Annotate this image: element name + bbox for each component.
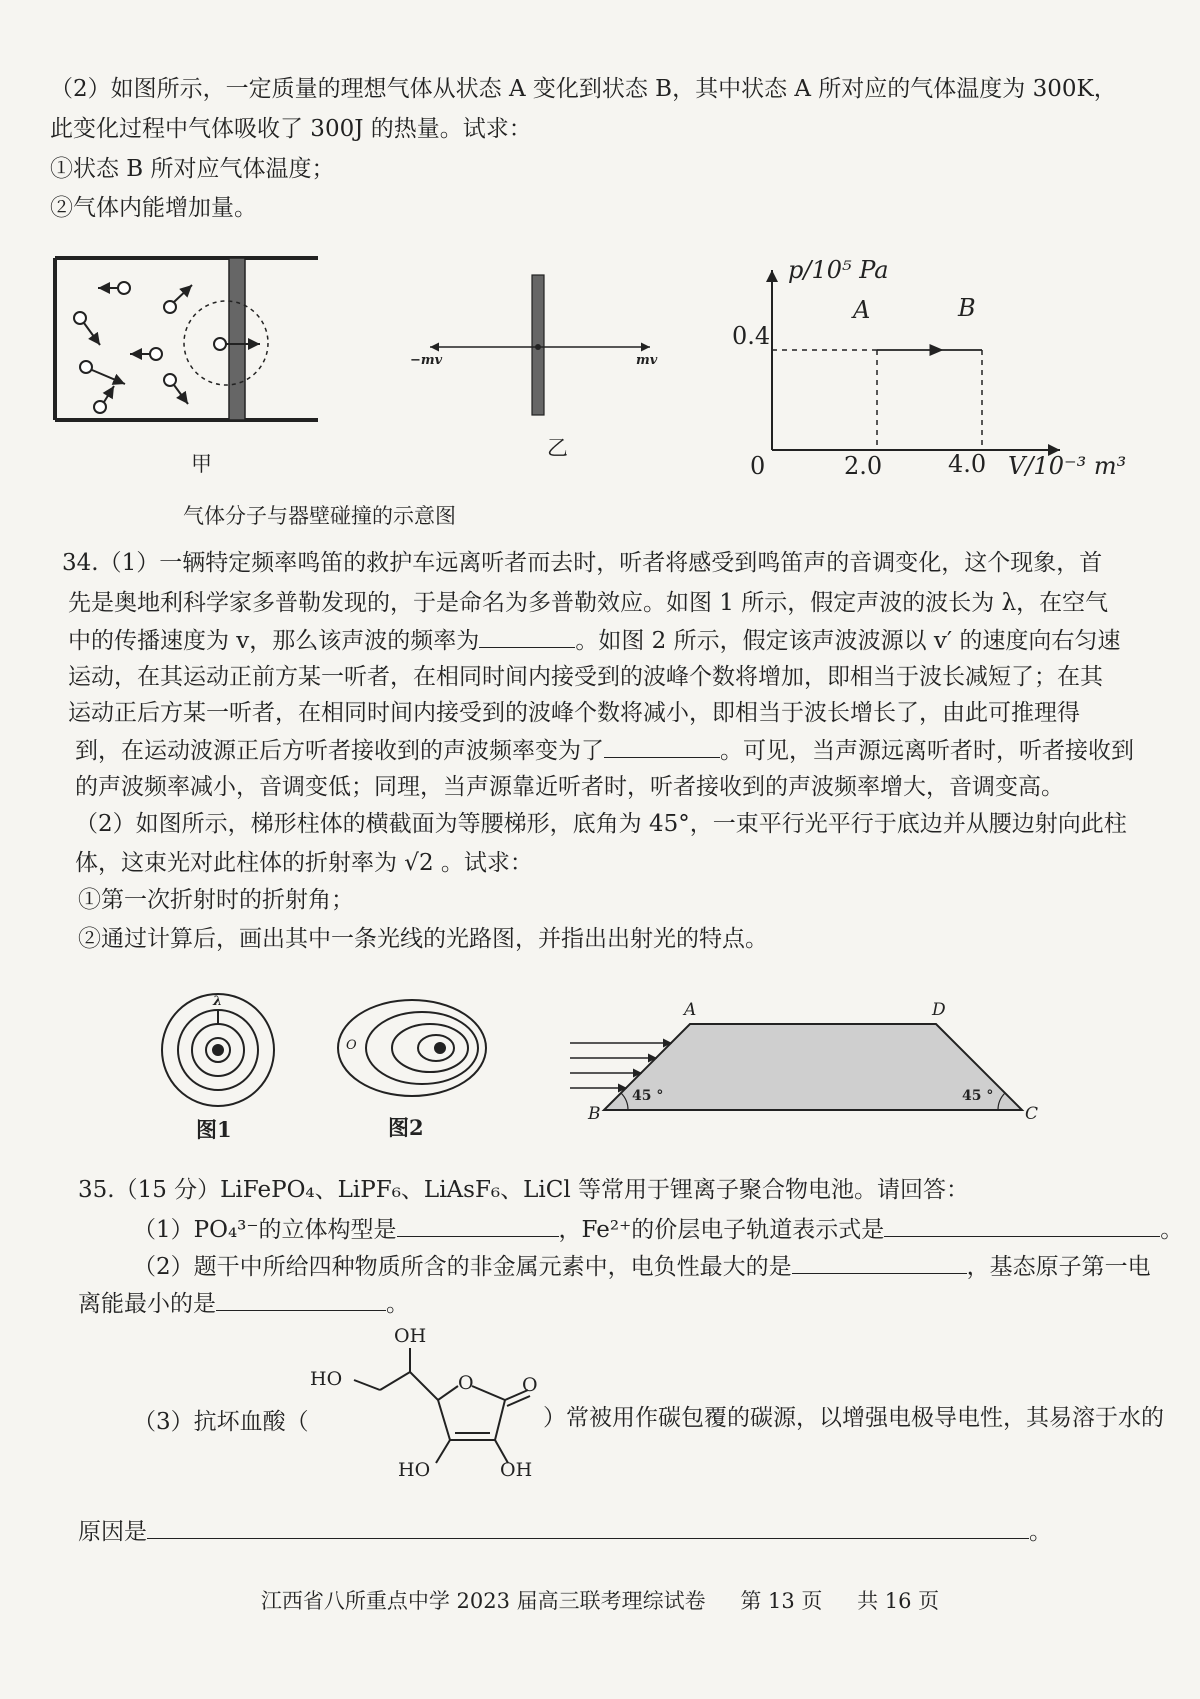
mol-oh-top: OH [394, 1325, 427, 1347]
electronegativity-blank[interactable] [792, 1251, 967, 1274]
q33-intro-line1: （2）如图所示，一定质量的理想气体从状态 A 变化到状态 B，其中状态 A 所对应的气体温度为 300K， [50, 76, 1117, 102]
mol-ho-left: HO [310, 1368, 343, 1390]
pv-graph [772, 270, 1060, 450]
footer-page: 第 13 页 [740, 1589, 823, 1613]
fig2-mark: O [346, 1038, 357, 1053]
q34-item1: ①第一次折射时的折射角； [78, 887, 354, 913]
q35-line4: 离能最小的是 。 [78, 1288, 409, 1319]
fig2-label: 图2 [388, 1115, 424, 1140]
solubility-reason-blank[interactable] [147, 1516, 1029, 1539]
graph-x-tick-2: 2.0 [844, 452, 883, 480]
q34-p1-line3: 中的传播速度为 v，那么该声波的频率为 。如图 2 所示，假定该声波波源以 v′ 的速度向右匀速 [68, 625, 1120, 656]
graph-point-b: B [958, 294, 976, 322]
ascorbic-acid-structure [354, 1348, 530, 1463]
q34-p1-line1: 34.（1）一辆特定频率鸣笛的救护车远离听者而去时，听者将感受到鸣笛声的音调变化，这个现象，首 [62, 550, 1103, 576]
q33-item2: ②气体内能增加量。 [50, 195, 257, 221]
frequency-blank[interactable] [479, 625, 575, 648]
piston [229, 258, 245, 420]
doppler-fig2 [338, 1000, 486, 1096]
graph-y-tick: 0.4 [732, 322, 771, 350]
trap-vertex-a: A [684, 1000, 697, 1020]
q35-line6: 原因是 。 [78, 1516, 1052, 1547]
fig-yi-label: 乙 [547, 436, 568, 460]
q35-line5a: （3）抗坏血酸（ [133, 1409, 309, 1435]
graph-x-label: V/10⁻³ m³ [1008, 452, 1127, 480]
po4-geometry-blank[interactable] [397, 1214, 559, 1237]
q35-line1: 35.（15 分）LiFePO₄、LiPF₆、LiAsF₆、LiCl 等常用于锂离子聚合物电池。请回答： [78, 1177, 970, 1203]
fig-jia-label: 甲 [191, 452, 212, 476]
trap-vertex-d: D [932, 1000, 946, 1020]
q34-p1-line6: 到，在运动波源正后方听者接收到的声波频率变为了 。可见，当声源远离听者时，听者接收到 [75, 735, 1134, 766]
mol-o-ring: O [458, 1372, 474, 1394]
q34-p2-line2: 体，这束光对此柱体的折射率为 √2 。试求： [75, 850, 533, 876]
process-direction-arrow [930, 344, 944, 356]
mol-oh-bottom: OH [500, 1459, 533, 1481]
fig1-wavelength-mark: λ [213, 994, 223, 1009]
q34-p1-line4: 运动，在其运动正前方某一听者，在相同时间内接受到的波峰个数将增加，即相当于波长减短了；在其 [68, 664, 1103, 690]
plus-mv-label: mv [636, 353, 658, 368]
fig-caption: 气体分子与器壁碰撞的示意图 [183, 504, 456, 528]
q33-item1: ①状态 B 所对应气体温度； [50, 156, 335, 182]
footer-title: 江西省八所重点中学 2023 届高三联考理综试卷 [260, 1589, 706, 1613]
q34-item2: ②通过计算后，画出其中一条光线的光路图，并指出出射光的特点。 [78, 926, 768, 952]
q34-p1-line7: 的声波频率减小，音调变低；同理，当声源靠近听者时，听者接收到的声波频率增大，音调变高。 [75, 774, 1064, 800]
q34-p1-line5: 运动正后方某一听者，在相同时间内接受到的波峰个数将减小，即相当于波长增长了，由此可推理得 [68, 700, 1080, 726]
q33-intro-line2: 此变化过程中气体吸收了 300J 的热量。试求： [50, 116, 532, 142]
graph-point-a: A [853, 296, 871, 324]
fe-orbital-blank[interactable] [884, 1214, 1160, 1237]
trapezoid-cross-section [604, 1024, 1022, 1110]
wall-momentum-figure [430, 275, 650, 415]
ionization-blank[interactable] [216, 1288, 386, 1311]
page-footer [0, 1585, 1200, 1615]
doppler-fig1 [162, 994, 274, 1106]
minus-mv-label: −mv [410, 353, 443, 368]
gas-container-figure [55, 258, 318, 420]
graph-origin: 0 [750, 452, 766, 480]
graph-y-label: p/10⁵ Pa [788, 256, 889, 284]
rear-frequency-blank[interactable] [604, 735, 720, 758]
mol-ho-bottom: HO [398, 1459, 431, 1481]
angle-right-label: 45 ° [962, 1088, 994, 1104]
angle-left-label: 45 ° [632, 1088, 664, 1104]
trap-vertex-b: B [588, 1104, 601, 1124]
graph-x-tick-4: 4.0 [948, 450, 987, 478]
trap-vertex-c: C [1025, 1104, 1039, 1124]
q35-line3: （2）题干中所给四种物质所含的非金属元素中，电负性最大的是 ，基态原子第一电 [133, 1251, 1151, 1282]
q35-line5b: ）常被用作碳包覆的碳源，以增强电极导电性，其易溶于水的 [543, 1405, 1164, 1431]
footer-total: 共 16 页 [857, 1589, 940, 1613]
q34-p1-line2: 先是奥地利科学家多普勒发现的，于是命名为多普勒效应。如图 1 所示，假定声波的波长为 λ，在空气 [68, 590, 1109, 616]
q35-line2: （1）PO₄³⁻的立体构型是 ，Fe²⁺的价层电子轨道表示式是 。 [133, 1214, 1183, 1245]
mol-o-carbonyl: O [522, 1374, 538, 1396]
fig1-label: 图1 [196, 1117, 232, 1142]
q34-p2-line1: （2）如图所示，梯形柱体的横截面为等腰梯形，底角为 45°，一束平行光平行于底边并从腰边射向此柱 [75, 811, 1127, 837]
